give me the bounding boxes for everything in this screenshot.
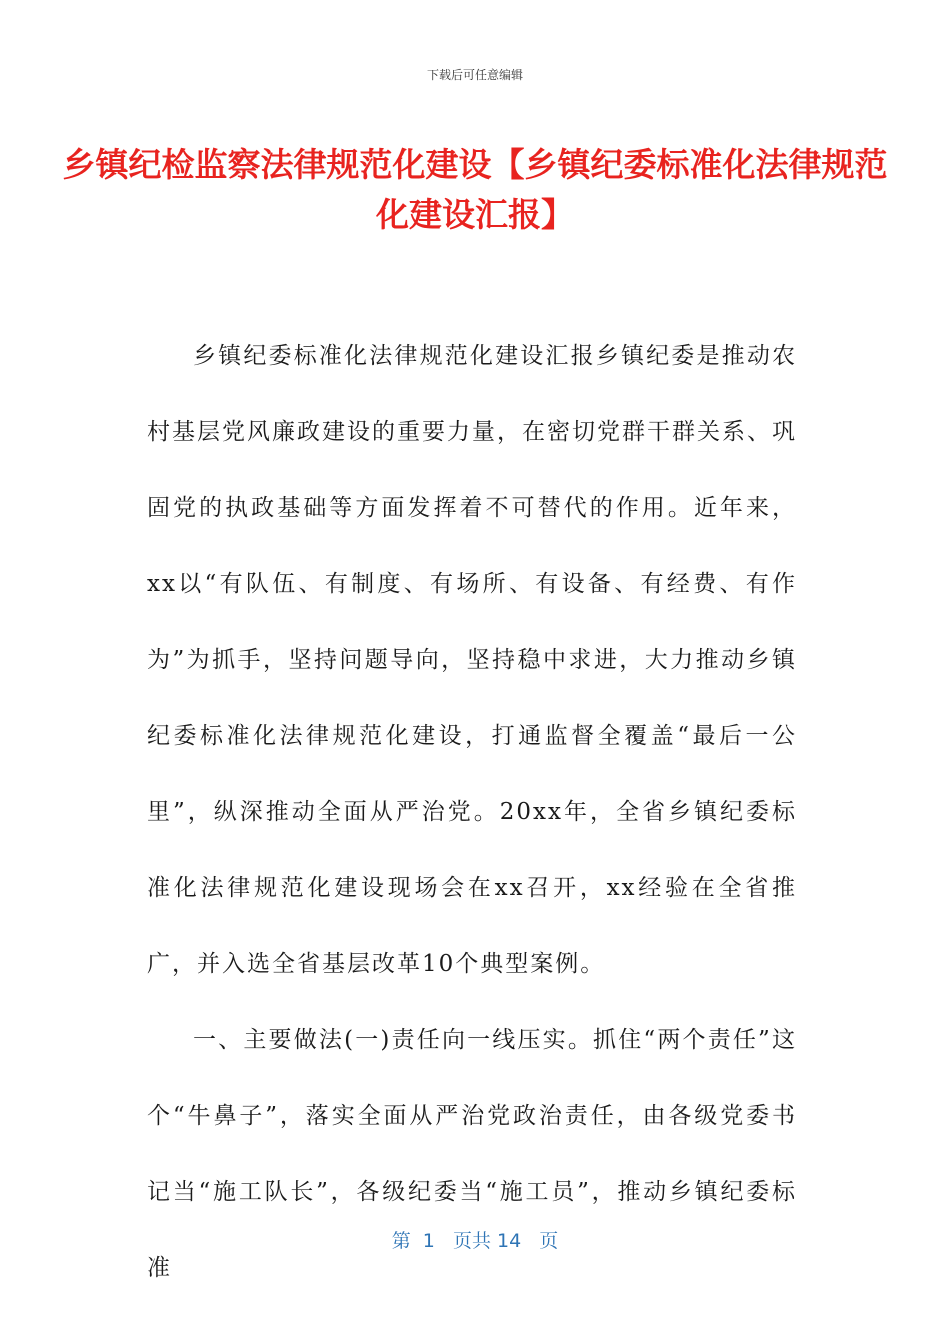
document-title: 乡镇纪检监察法律规范化建设【乡镇纪委标准化法律规范化建设汇报】	[62, 145, 888, 234]
page-number: 第 1 页共 14 页	[391, 1230, 559, 1252]
paragraph-main-practices: 一、主要做法(一)责任向一线压实。抓住“两个责任”这个“牛鼻子”，落实全面从严治党政治责任，由各级党委书记当“施工队长”，各级纪委当“施工员”，推动乡镇纪委标准	[147, 1027, 797, 1281]
paragraph-intro: 乡镇纪委标准化法律规范化建设汇报乡镇纪委是推动农村基层党风廉政建设的重要力量，在密切党群干群关系、巩固党的执政基础等方面发挥着不可替代的作用。近年来，xx以“有队伍、有制度、有场所、有设备、有经费、有作为”为抓手，坚持问题导向，坚持稳中求进，大力推动乡镇纪委标准化法律规范化建设，打通监督全覆盖“最后一公里”，纵深推动全面从严治党。20xx年，全省乡镇纪委标准化法律规范化建设现场会在xx召开，xx经验在全省推广，并入选全省基层改革10个典型案例。	[147, 343, 797, 977]
document-body	[147, 318, 797, 1306]
header-note: 下载后可任意编辑	[426, 68, 523, 82]
